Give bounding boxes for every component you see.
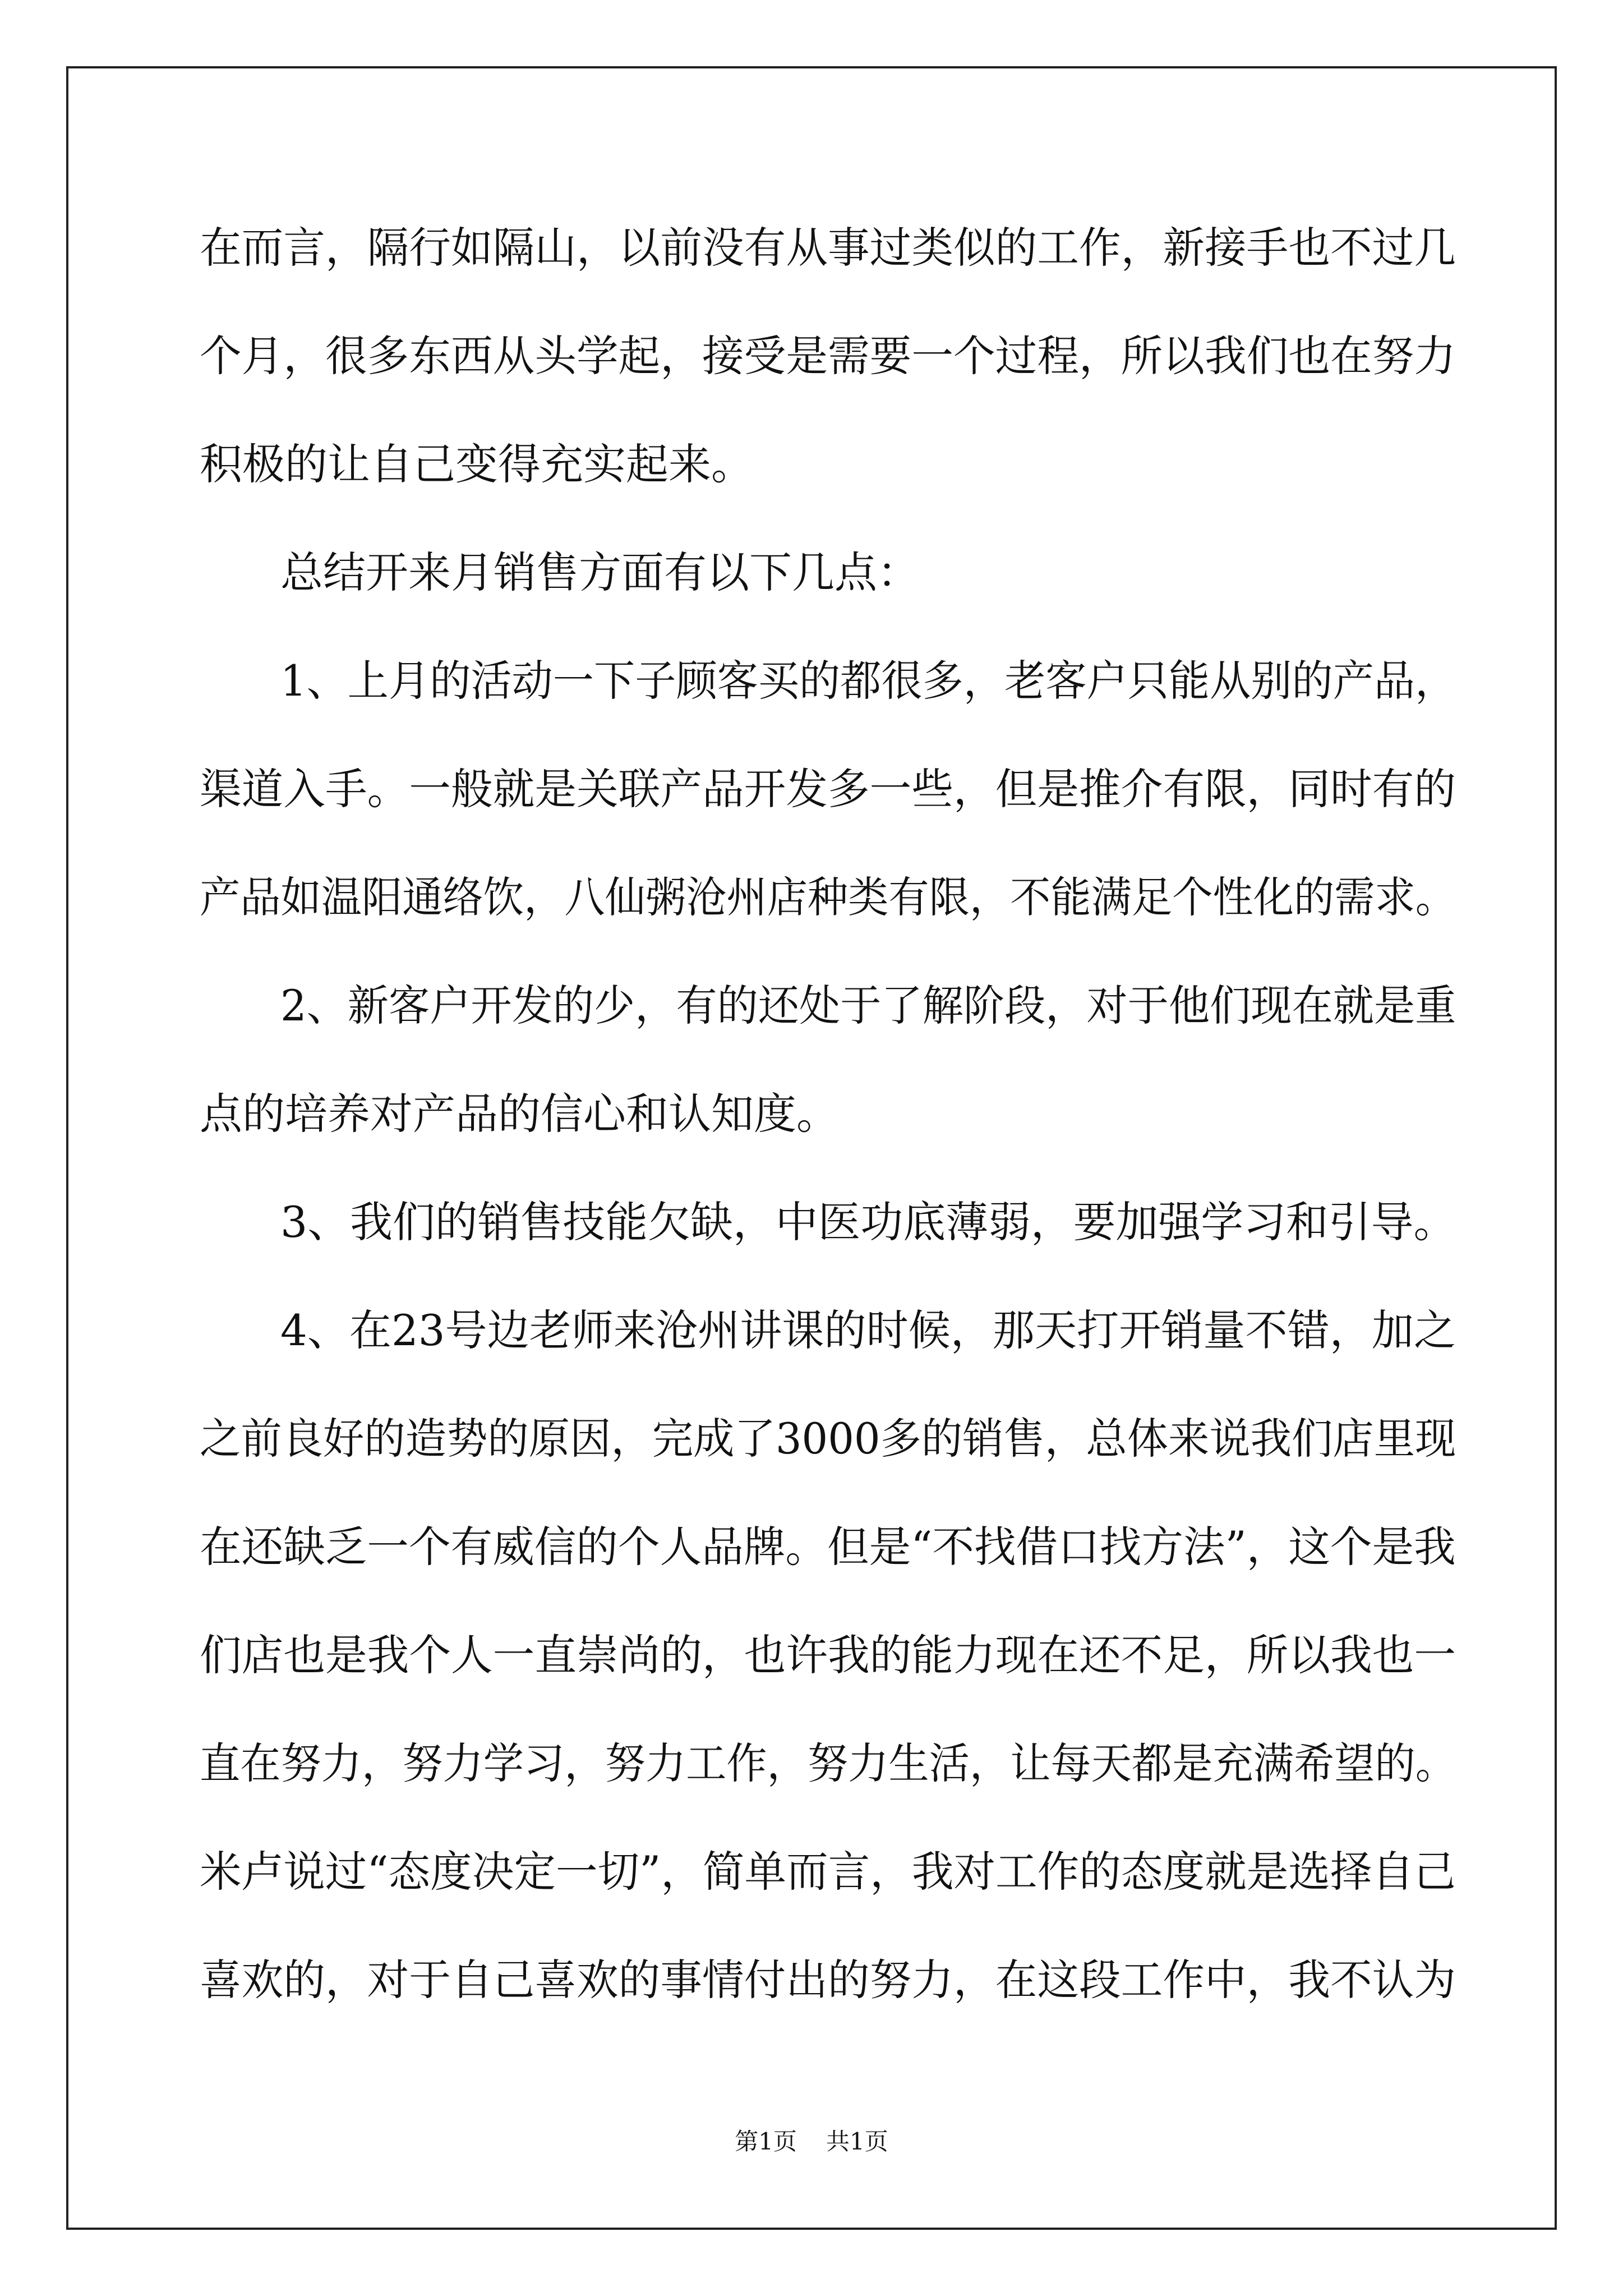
text-line: 直在努力，努力学习，努力工作，努力生活，让每天都是充满希望的。 (200, 1738, 1456, 1788)
text-line: 之前良好的造势的原因，完成了3000多的销售，总体来说我们店里现 (200, 1414, 1456, 1464)
text-line-indented: 4、在23号边老师来沧州讲课的时候，那天打开销量不错，加之 (280, 1305, 1456, 1355)
text-line-indented: 3、我们的销售技能欠缺，中医功底薄弱，要加强学习和引导。 (280, 1197, 1456, 1247)
text-line: 喜欢的，对于自己喜欢的事情付出的努力，在这段工作中，我不认为 (200, 1955, 1456, 2005)
text-line-indented: 总结开来月销售方面有以下几点： (280, 547, 920, 597)
text-line: 们店也是我个人一直崇尚的，也许我的能力现在还不足，所以我也一 (200, 1630, 1456, 1680)
text-line: 点的培养对产品的信心和认知度。 (200, 1089, 839, 1139)
text-line: 积极的让自己变得充实起来。 (200, 439, 754, 489)
text-line: 渠道入手。一般就是关联产品开发多一些，但是推介有限，同时有的 (200, 764, 1456, 814)
page-total: 共1页 (826, 2128, 888, 2155)
text-line: 在而言，隔行如隔山，以前没有从事过类似的工作，新接手也不过几 (200, 223, 1456, 273)
text-line-indented: 2、新客户开发的少，有的还处于了解阶段，对于他们现在就是重 (280, 981, 1456, 1030)
text-line: 米卢说过“态度决定一切”，简单而言，我对工作的态度就是选择自己 (200, 1847, 1456, 1897)
page-number: 第1页 (735, 2128, 797, 2155)
text-line: 个月，很多东西从头学起，接受是需要一个过程，所以我们也在努力 (200, 331, 1456, 381)
page-border (66, 66, 1557, 2230)
page-footer (0, 2123, 1623, 2157)
text-line: 在还缺乏一个有威信的个人品牌。但是“不找借口找方法”，这个是我 (200, 1522, 1456, 1572)
text-line-indented: 1、上月的活动一下子顾客买的都很多，老客户只能从别的产品， (280, 656, 1456, 706)
text-line: 产品如温阳通络饮，八仙粥沧州店种类有限，不能满足个性化的需求。 (200, 872, 1456, 922)
